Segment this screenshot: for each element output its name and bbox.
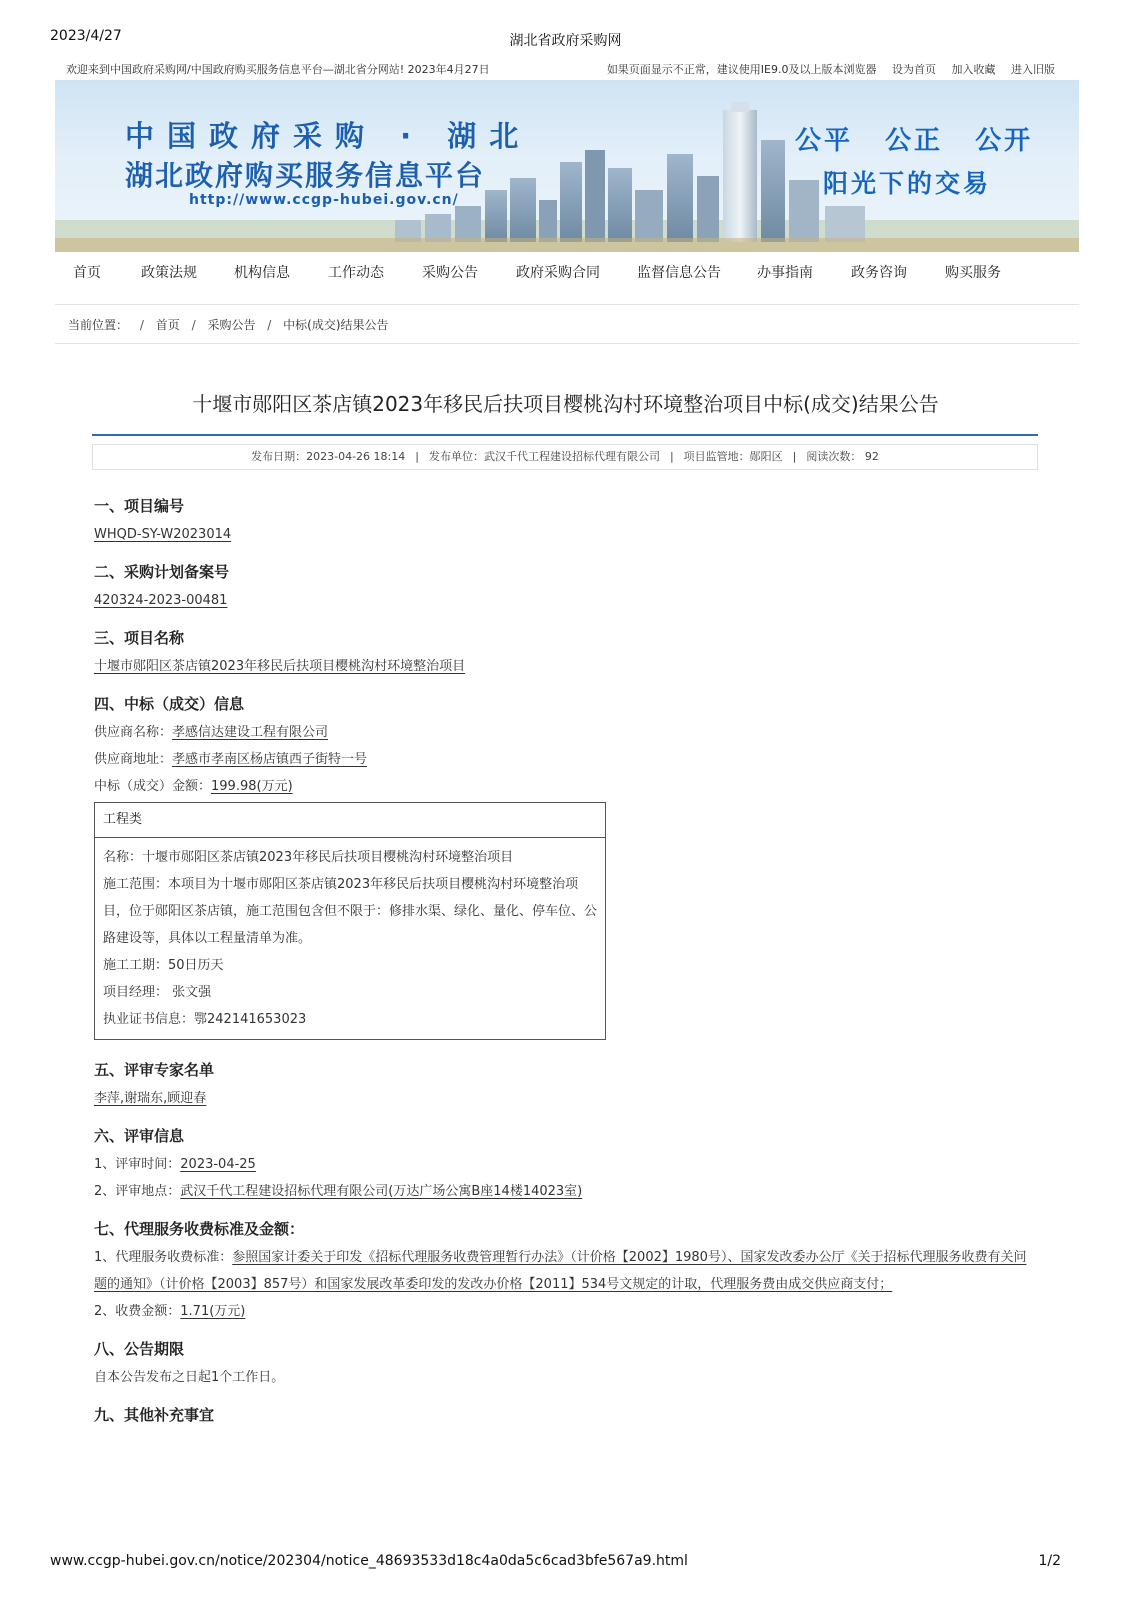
- supplier-address: 孝感市孝南区杨店镇西子街特一号: [172, 752, 368, 767]
- section-heading: 八、公告期限: [94, 1340, 185, 1358]
- supplier-name-label: 供应商名称：: [94, 725, 173, 740]
- article-title: 十堰市郧阳区茶店镇2023年移民后扶项目樱桃沟村环境整治项目中标(成交)结果公告: [192, 392, 939, 416]
- publisher: 发布单位：武汉千代工程建设招标代理有限公司: [428, 450, 660, 463]
- breadcrumb-separator: /: [139, 318, 144, 332]
- site-banner: [55, 80, 1079, 252]
- supplier-address-label: 供应商地址：: [94, 752, 173, 767]
- breadcrumb: [55, 304, 1079, 344]
- detail-scope: 施工范围：本项目为十堰市郧阳区茶店镇2023年移民后扶项目樱桃沟村环境整治项目，位于郧阳区茶店镇，施工范围包含但不限于：修排水渠、绿化、量化、停车位、公路建设等，具体以工程量清单为准。: [103, 877, 598, 946]
- review-place: 武汉千代工程建设招标代理有限公司(万达广场公寓B座14楼14023室): [180, 1184, 583, 1199]
- award-amount: 199.98(万元): [211, 779, 293, 794]
- set-homepage-link[interactable]: 设为首页: [892, 63, 936, 76]
- nav-policy[interactable]: 政策法规: [141, 265, 197, 281]
- article-body: [94, 496, 1034, 1439]
- article-meta: 发布日期：2023-04-26 18:14 | 发布单位：武汉千代工程建设招标代理有限公司 | 项目监管地：郧阳区 | 阅读次数： 92: [92, 444, 1038, 470]
- nav-supervision[interactable]: 监督信息公告: [637, 265, 721, 281]
- welcome-text: 欢迎来到中国政府采购网/中国政府购买服务信息平台—湖北省分网站! 2023年4月27日: [66, 63, 490, 76]
- nav-contracts[interactable]: 政府采购合同: [516, 265, 600, 281]
- supplier-name: 孝感信达建设工程有限公司: [172, 725, 329, 740]
- breadcrumb-announcements[interactable]: 采购公告: [207, 318, 256, 332]
- detail-certificate: 执业证书信息：鄂242141653023: [103, 1012, 307, 1027]
- section-agency-fee: [94, 1219, 1034, 1325]
- supervision-region: 项目监管地：郧阳区: [683, 450, 783, 463]
- table-body: [95, 838, 605, 1039]
- print-page-number: 1/2: [1038, 1553, 1061, 1569]
- section-award-info: [94, 694, 1034, 1040]
- section-heading: 五、评审专家名单: [94, 1061, 215, 1079]
- view-count: 阅读次数： 92: [806, 450, 879, 463]
- banner-title-1: 中国政府采购 · 湖北: [125, 119, 532, 153]
- section-review-info: [94, 1126, 1034, 1205]
- section-heading: 二、采购计划备案号: [94, 563, 230, 581]
- section-heading: 六、评审信息: [94, 1127, 185, 1145]
- detail-name: 名称：十堰市郧阳区茶店镇2023年移民后扶项目樱桃沟村环境整治项目: [103, 850, 514, 865]
- breadcrumb-separator: /: [191, 318, 196, 332]
- publish-date: 发布日期：2023-04-26 18:14: [251, 450, 406, 463]
- old-version-link[interactable]: 进入旧版: [1011, 63, 1055, 76]
- fee-amount-label: 2、收费金额：: [94, 1304, 181, 1319]
- detail-period: 施工工期：50日历天: [103, 958, 224, 973]
- project-name: 十堰市郧阳区茶店镇2023年移民后扶项目樱桃沟村环境整治项目: [94, 659, 466, 674]
- fee-amount: 1.71(万元): [180, 1304, 246, 1319]
- breadcrumb-current[interactable]: 中标(成交)结果公告: [283, 318, 389, 332]
- section-experts: [94, 1060, 1034, 1112]
- section-project-number: [94, 496, 1034, 548]
- nav-agencies[interactable]: 机构信息: [234, 265, 290, 281]
- top-bar: [66, 61, 1055, 77]
- print-title: 湖北省政府采购网: [509, 33, 622, 49]
- project-detail-table: [94, 802, 606, 1040]
- section-heading: 三、项目名称: [94, 629, 185, 647]
- nav-news[interactable]: 工作动态: [328, 265, 384, 281]
- breadcrumb-home[interactable]: 首页: [155, 318, 180, 332]
- section-heading: 一、项目编号: [94, 497, 185, 515]
- top-links: [607, 61, 1055, 77]
- main-nav: [55, 256, 1079, 296]
- detail-manager: 项目经理： 张文强: [103, 985, 212, 1000]
- breadcrumb-separator: /: [267, 318, 272, 332]
- print-footer-url: www.ccgp-hubei.gov.cn/notice/202304/notice_48693533d18c4a0da5c6cad3bfe567a9.html: [50, 1553, 688, 1569]
- nav-home[interactable]: 首页: [73, 265, 101, 281]
- nav-purchase-services[interactable]: 购买服务: [945, 265, 1001, 281]
- print-date: 2023/4/27: [50, 28, 122, 44]
- fee-standard: 参照国家计委关于印发《招标代理服务收费管理暂行办法》（计价格【2002】1980号）、国家发改委办公厅《关于招标代理服务收费有关问题的通知》（计价格【2003】857号）和国家发展改革委印发的发改办价格【2011】534号文规定的计取，代理服务费由成交供应商支付；: [94, 1250, 1027, 1292]
- notice-period: 自本公告发布之日起1个工作日。: [94, 1370, 285, 1385]
- title-divider: [92, 434, 1038, 436]
- section-project-name: [94, 628, 1034, 680]
- review-place-label: 2、评审地点：: [94, 1184, 181, 1199]
- section-other: [94, 1405, 1034, 1425]
- table-header: 工程类: [95, 803, 605, 838]
- banner-url: http://www.ccgp-hubei.gov.cn/: [189, 192, 459, 208]
- nav-consult[interactable]: 政务咨询: [851, 265, 907, 281]
- add-favorite-link[interactable]: 加入收藏: [951, 63, 996, 76]
- nav-announcements[interactable]: 采购公告: [422, 265, 478, 281]
- fee-standard-label: 1、代理服务收费标准：: [94, 1250, 233, 1265]
- section-heading: 四、中标（成交）信息: [94, 695, 245, 713]
- banner-title-2: 湖北政府购买服务信息平台: [125, 159, 486, 192]
- project-number: WHQD-SY-W2023014: [94, 527, 232, 542]
- section-heading: 九、其他补充事宜: [94, 1406, 215, 1424]
- award-amount-label: 中标（成交）金额：: [94, 779, 212, 794]
- section-heading: 七、代理服务收费标准及金额：: [94, 1220, 305, 1238]
- browser-notice: 如果页面显示不正常，建议使用IE9.0及以上版本浏览器: [606, 63, 877, 76]
- review-time-label: 1、评审时间：: [94, 1157, 181, 1172]
- expert-list: 李萍,谢瑞东,顾迎春: [94, 1091, 207, 1106]
- section-notice-period: [94, 1339, 1034, 1391]
- nav-guide[interactable]: 办事指南: [757, 265, 813, 281]
- section-plan-number: [94, 562, 1034, 614]
- review-time: 2023-04-25: [180, 1157, 256, 1172]
- plan-number: 420324-2023-00481: [94, 593, 228, 608]
- banner-slogan-1: 公平 公正 公开: [795, 126, 1034, 156]
- banner-slogan-2: 阳光下的交易: [823, 169, 992, 198]
- breadcrumb-label: 当前位置：: [68, 318, 129, 332]
